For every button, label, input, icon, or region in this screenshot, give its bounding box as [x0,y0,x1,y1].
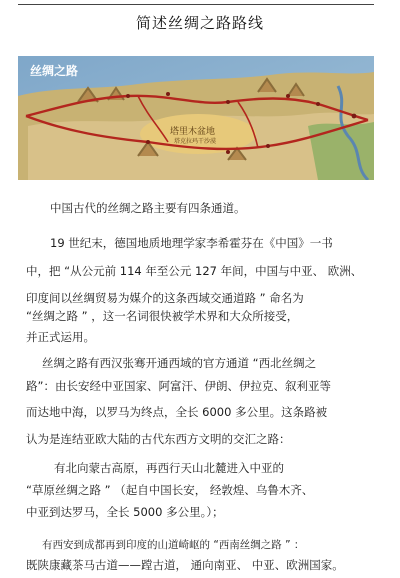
top-rule [18,4,374,5]
map-basin-sub: 塔克拉玛干沙漠 [174,138,217,145]
paragraph-line: 中，把 “从公元前 114 年至公元 127 年间，中国与中亚、 欧洲、 [26,264,363,278]
paragraph-line: 印度间以丝绸贸易为媒介的这条西域交通道路 ” 命名为 [26,291,304,305]
paragraph-line: 既陕康藏茶马古道——蹚古道， 通向南亚、 中亚、欧洲国家。 [26,558,344,572]
silk-road-map [18,56,374,180]
paragraph-line: “草原丝绸之路 ” （起自中国长安， 经敦煌、乌鲁木齐、 [26,483,314,497]
paragraph-line: 有西安到成都再到印度的山道崎岖的 “西南丝绸之路 ” ： [42,539,305,551]
paragraph-line: 丝绸之路有西汉张骞开通西域的官方通道 “西北丝绸之 [42,356,317,370]
page-title: 简述丝绸之路路线 [135,14,264,32]
paragraph-line: 路”：由长安经中亚国家、阿富汗、伊朗、伊拉克、叙利亚等 [26,379,331,393]
paragraph-line: “丝绸之路 ” ，这一名词很快被学术界和大众所接受， [26,309,299,323]
paragraph-line: 19 世纪末，德国地质地理学家李希霍芬在《中国》一书 [50,236,333,250]
paragraph-line: 有北向蒙古高原，再西行天山北麓进入中亚的 [54,461,284,475]
paragraph-line: 中国古代的丝绸之路主要有四条通道。 [50,201,246,215]
paragraph-line: 认为是连结亚欧大陆的古代东西方文明的交汇之路： [26,432,291,446]
map-basin-label: 塔里木盆地 [170,127,216,137]
paragraph-line: 中亚到达罗马，全长 5000 多公里。）； [26,505,224,519]
map-label: 丝绸之路 [30,64,79,78]
paragraph-line: 而达地中海，以罗马为终点，全长 6000 多公里。这条路被 [26,405,328,419]
paragraph-line: 并正式运用。 [26,330,95,344]
